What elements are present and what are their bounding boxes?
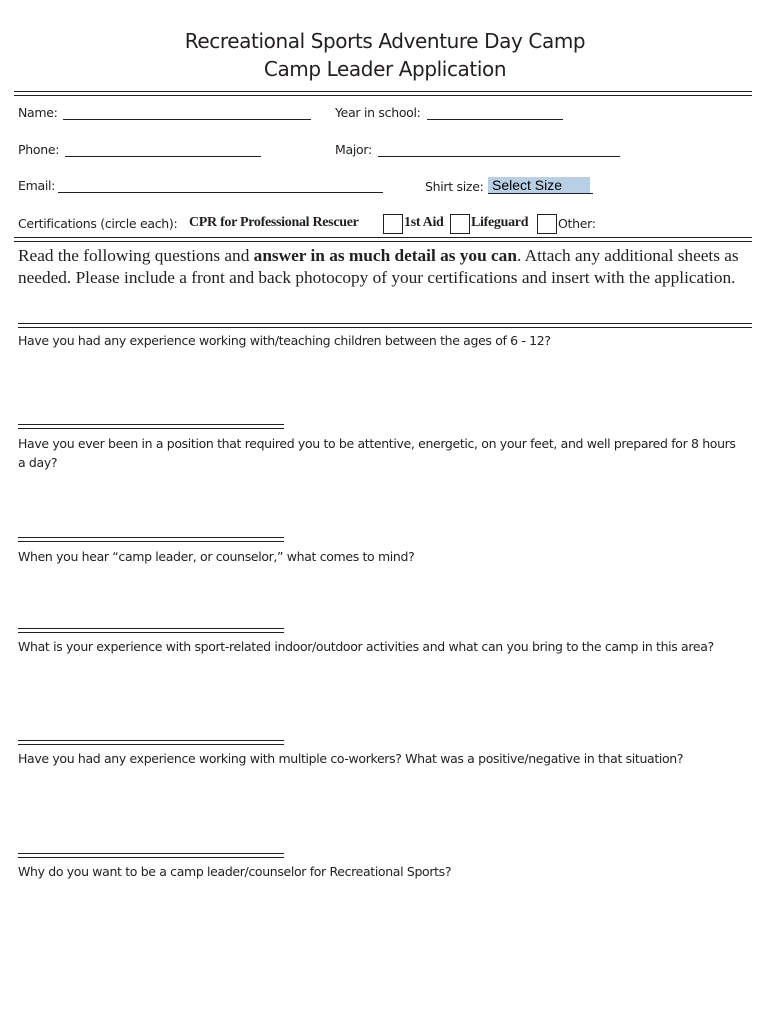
certifications-divider xyxy=(14,237,752,242)
question-6: Why do you want to be a camp leader/counselor for Recreational Sports? xyxy=(18,864,452,879)
answer-3-field[interactable] xyxy=(18,568,738,625)
answer-1-field[interactable] xyxy=(18,353,738,421)
question-divider xyxy=(18,628,284,633)
major-field[interactable] xyxy=(378,156,620,157)
shirt-size-select[interactable]: Select Size xyxy=(488,177,590,194)
cert-lifeguard-label: Lifeguard xyxy=(471,215,529,230)
year-in-school-field[interactable] xyxy=(427,119,563,120)
answer-4-field[interactable] xyxy=(18,677,738,737)
form-subtitle: Camp Leader Application xyxy=(263,57,507,81)
question-divider xyxy=(18,740,284,745)
question-4: What is your experience with sport-related indoor/outdoor activities and what can you bring to the camp in this area? xyxy=(18,639,714,654)
answer-2-field[interactable] xyxy=(18,474,738,534)
instructions-paragraph xyxy=(18,245,753,289)
name-field[interactable] xyxy=(63,119,311,120)
answer-6-field[interactable] xyxy=(18,884,738,1004)
cert-first-aid-checkbox[interactable] xyxy=(450,214,470,234)
cert-cpr-checkbox[interactable] xyxy=(383,214,403,234)
cert-other-label: Other: xyxy=(558,216,596,231)
year-in-school-label: Year in school: xyxy=(335,105,421,120)
header-divider xyxy=(14,91,752,96)
cert-cpr-label: CPR for Professional Rescuer xyxy=(189,215,359,230)
question-divider xyxy=(18,424,284,429)
answer-5-field[interactable] xyxy=(18,771,738,851)
question-divider xyxy=(18,853,284,858)
phone-label: Phone: xyxy=(18,142,60,157)
email-label: Email: xyxy=(18,178,56,193)
major-label: Major: xyxy=(335,142,372,157)
name-label: Name: xyxy=(18,105,58,120)
instructions-text-continued: . Attach any additional sheets as needed. Please include a front and back photocopy of your certifications and insert with the application. xyxy=(18,246,739,287)
cert-lifeguard-checkbox[interactable] xyxy=(537,214,557,234)
shirt-size-underline xyxy=(488,193,593,194)
question-2: Have you ever been in a position that required you to be attentive, energetic, on your feet, and well prepared for 8 hours a day? xyxy=(18,436,736,470)
question-5: Have you had any experience working with multiple co-workers? What was a positive/negative in that situation? xyxy=(18,751,684,766)
question-3: When you hear “camp leader, or counselor,” what comes to mind? xyxy=(18,549,415,564)
question-divider xyxy=(18,537,284,542)
instructions-divider xyxy=(18,323,752,328)
instructions-emphasis: answer in as much detail as you can xyxy=(253,246,517,265)
question-1: Have you had any experience working with/teaching children between the ages of 6 - 12? xyxy=(18,333,551,348)
form-title: Recreational Sports Adventure Day Camp xyxy=(184,29,586,53)
cert-first-aid-label: 1st Aid xyxy=(404,215,444,230)
certifications-label: Certifications (circle each): xyxy=(18,216,178,231)
phone-field[interactable] xyxy=(65,156,261,157)
shirt-size-label: Shirt size: xyxy=(425,179,484,194)
instructions-text: Read the following questions and xyxy=(18,246,254,265)
email-field[interactable] xyxy=(58,192,383,193)
